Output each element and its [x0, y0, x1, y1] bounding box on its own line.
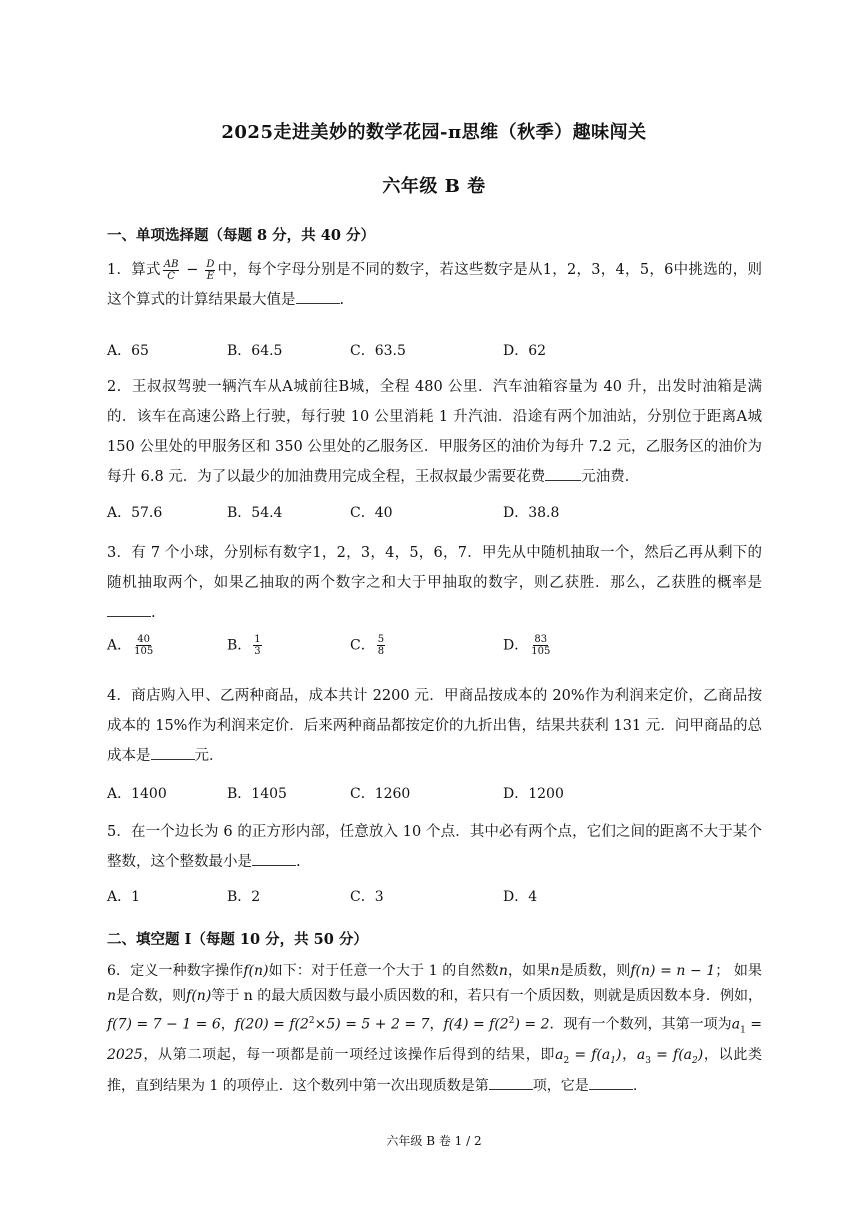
section-heading-1: 一、单项选择题（每题 8 分，共 40 分） — [107, 227, 375, 244]
option-d: D． $\frac{83}{105}$ — [503, 634, 551, 657]
option-c: C．40 — [350, 505, 393, 521]
option-b: B．1405 — [227, 786, 287, 802]
answer-blank — [107, 604, 151, 617]
option-c: C． $\frac{5}{8}$ — [350, 634, 385, 657]
page-title: 2025走进美妙的数学花园-π思维（秋季）趣味闯关 — [221, 122, 647, 143]
answer-blank — [252, 853, 296, 866]
option-a: A．1400 — [107, 786, 167, 802]
option-d: D．38.8 — [503, 505, 560, 521]
option-c: C．1260 — [350, 786, 411, 802]
option-b: B．54.4 — [227, 505, 283, 521]
option-c: C．63.5 — [350, 343, 406, 359]
answer-blank — [151, 747, 195, 760]
answer-blank — [545, 468, 581, 481]
question-1-options — [107, 340, 762, 364]
answer-blank — [589, 1077, 633, 1090]
question-1: 1．算式 $\frac{AB}{C}$ − $\frac{D}{E}$ 中，每个字母分别是不同的数字，若这些数字是从1，2，3，4，5，6中挑选的，则这个算式的计算结果最大值是 . — [107, 258, 762, 308]
option-b: B．64.5 — [227, 343, 283, 359]
answer-blank — [489, 1077, 533, 1090]
option-a: A．57.6 — [107, 505, 163, 521]
question-2-options — [107, 502, 762, 526]
option-d: D．4 — [503, 889, 538, 905]
option-c: C．3 — [350, 889, 384, 905]
option-a: A．1 — [107, 889, 141, 905]
question-6: 6．定义一种数字操作f(n)如下：对于任意一个大于 1 的自然数n，如果n是质数，则f(n) = n − 1； 如果n是合数，则f(n)等于 n 的最大质因数与最小质因数的和，若只有一个质因数，则就是质因数本身．例如，f(7) = 7 − 1 = 6，$f(20) = f(2^2\times 5) = 5 + 2 = 7$，$f(4) = f(2^2) = 2$．现有一个数列，其第一项为$a_1 = 2025$，从第二项起，每一项都是前一项经过该操作后得到的结果，即$a_2 = f(a_1)$，$a_3 = f(a_2)$，以此类推，直到结果为 1 的项停止．这个数列中第一次出现质数是第 项，它是 . — [107, 963, 763, 1095]
option-d: D．1200 — [503, 786, 564, 802]
answer-blank — [296, 291, 340, 304]
question-4-options — [107, 783, 762, 807]
question-5: 5．在一个边长为 6 的正方形内部，任意放入 10 个点．其中必有两个点，它们之间的距离不大于某个整数，这个整数最小是 . — [107, 824, 762, 870]
option-d: D．62 — [503, 343, 547, 359]
question-4: 4．商店购入甲、乙两种商品，成本共计 2200 元．甲商品按成本的 20%作为利润来定价，乙商品按成本的 15%作为利润来定价．后来两种商品都按定价的九折出售，结果共获利 131 元．问甲商品的总成本是 元． — [107, 688, 762, 764]
option-b: B．2 — [227, 889, 261, 905]
page-subtitle: 六年级 B 卷 — [382, 176, 486, 197]
question-3: 3．有 7 个小球，分别标有数字1，2，3，4，5，6，7．甲先从中随机抽取一个，然后乙再从剩下的随机抽取两个，如果乙抽取的两个数字之和大于甲抽取的数字，则乙获胜．那么，乙获胜的概率是. — [107, 545, 762, 621]
question-5-options — [107, 886, 762, 910]
option-b: B． $\frac{1}{3}$ — [227, 634, 261, 657]
option-a: A．65 — [107, 343, 149, 359]
fraction-ab-over-c: $\frac{AB}{C}$ — [163, 258, 179, 282]
question-2: 2．王叔叔驾驶一辆汽车从A城前往B城，全程 480 公里．汽车油箱容量为 40 升，出发时油箱是满的．该车在高速公路上行驶，每行驶 10 公里消耗 1 升汽油．沿途有两个加油站，分别位于距离A城 150 公里处的甲服务区和 350 公里处的乙服务区．甲服务区的油价为每升 7.2 元，乙服务区的油价为每升 6.8 元．为了以最少的加油费用完成全程，王叔叔最少需要花费 元油费． — [107, 379, 762, 485]
fraction-d-over-e: $\frac{D}{E}$ — [206, 258, 215, 282]
question-3-options — [107, 634, 762, 664]
option-a: A． $\frac{40}{105}$ — [107, 634, 154, 657]
section-heading-2: 二、填空题 I（每题 10 分，共 50 分） — [107, 931, 368, 948]
page-footer: 六年级 B 卷 1 / 2 — [386, 1134, 482, 1148]
